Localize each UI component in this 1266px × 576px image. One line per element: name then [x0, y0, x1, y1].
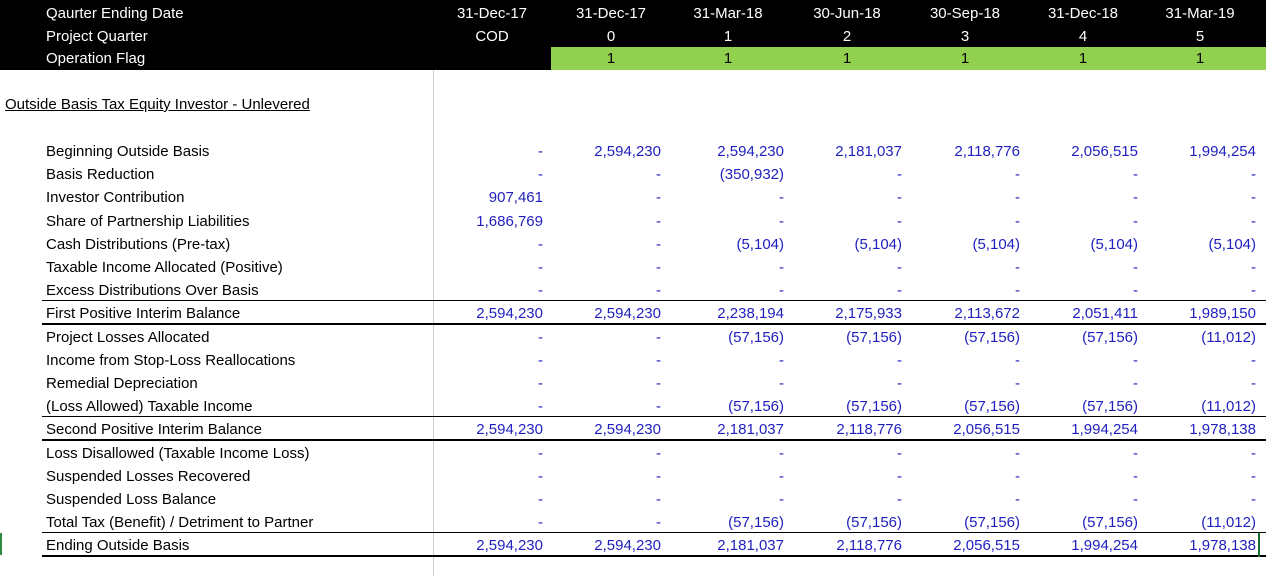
value-cell[interactable]: -	[656, 189, 661, 207]
value-cell[interactable]: (350,932)	[719, 166, 784, 184]
header-cell[interactable]: 31-Dec-17	[575, 5, 647, 22]
value-cell[interactable]: -	[1015, 212, 1020, 230]
value-cell[interactable]: -	[538, 375, 543, 392]
value-cell[interactable]: (5,104)	[736, 235, 784, 253]
value-cell[interactable]: (57,156)	[846, 514, 902, 532]
value-cell[interactable]: 2,056,515	[953, 421, 1020, 439]
value-cell[interactable]: 2,594,230	[717, 143, 784, 160]
value-cell[interactable]: -	[779, 351, 784, 369]
value-cell[interactable]: -	[1133, 444, 1138, 462]
header-cell[interactable]: 0	[606, 28, 616, 45]
cell-selection-edge	[1258, 533, 1260, 557]
row-label[interactable]: (Loss Allowed) Taxable Income	[46, 398, 253, 416]
value-cell[interactable]: 2,594,230	[476, 305, 543, 323]
row-label[interactable]: Loss Disallowed (Taxable Income Loss)	[46, 444, 310, 462]
value-cell[interactable]: -	[1133, 259, 1138, 276]
value-cell[interactable]: -	[538, 491, 543, 508]
row-selection-marker	[0, 533, 2, 555]
value-cell[interactable]: 2,056,515	[1071, 143, 1138, 160]
section-title[interactable]: Outside Basis Tax Equity Investor - Unlevered	[5, 96, 310, 113]
value-cell[interactable]: 1,994,254	[1189, 143, 1256, 160]
value-cell[interactable]: -	[1015, 491, 1020, 508]
value-cell[interactable]: -	[656, 212, 661, 230]
value-cell[interactable]: -	[779, 467, 784, 485]
table-row	[0, 186, 1266, 209]
value-cell[interactable]: -	[538, 143, 543, 160]
value-cell[interactable]: (57,156)	[728, 398, 784, 416]
value-cell[interactable]: 2,118,776	[836, 421, 902, 439]
header-cell[interactable]: 1	[723, 28, 733, 45]
header-cell[interactable]: 31-Mar-18	[693, 5, 763, 22]
value-cell[interactable]: -	[538, 467, 543, 485]
value-cell[interactable]: 2,118,776	[954, 143, 1020, 160]
flag-cell[interactable]: 1	[960, 50, 970, 67]
header-label[interactable]: Operation Flag	[46, 50, 146, 67]
value-cell[interactable]: (57,156)	[846, 328, 902, 346]
value-cell[interactable]: -	[656, 351, 661, 369]
table-row	[0, 302, 1266, 325]
value-cell[interactable]: -	[1251, 351, 1256, 369]
value-cell[interactable]: -	[1251, 212, 1256, 230]
value-cell[interactable]: -	[656, 166, 661, 184]
value-cell[interactable]: 1,989,150	[1189, 305, 1256, 323]
table-row	[0, 326, 1266, 349]
header-cell[interactable]: 31-Dec-18	[1047, 5, 1119, 22]
value-cell[interactable]: -	[779, 259, 784, 276]
value-cell[interactable]: 1,978,138	[1189, 421, 1256, 439]
value-cell[interactable]: -	[538, 444, 543, 462]
value-cell[interactable]: -	[1015, 444, 1020, 462]
value-cell[interactable]: (57,156)	[1082, 514, 1138, 532]
table-row	[0, 534, 1266, 557]
header-cell[interactable]: 4	[1078, 28, 1088, 45]
value-cell[interactable]: -	[1133, 375, 1138, 392]
header-label[interactable]: Project Quarter	[46, 28, 148, 45]
value-cell[interactable]: 2,181,037	[835, 143, 902, 160]
value-cell[interactable]: -	[1015, 166, 1020, 184]
value-cell[interactable]: (57,156)	[964, 514, 1020, 532]
row-label[interactable]: Suspended Loss Balance	[46, 491, 217, 508]
value-cell[interactable]: -	[897, 351, 902, 369]
value-cell[interactable]: -	[1133, 282, 1138, 300]
operation-flag-band	[551, 47, 1266, 70]
flag-cell[interactable]: 1	[723, 50, 733, 67]
table-row	[0, 488, 1266, 511]
row-border	[42, 439, 1266, 441]
table-row	[0, 372, 1266, 395]
value-cell[interactable]: (57,156)	[846, 398, 902, 416]
value-cell[interactable]: -	[1251, 491, 1256, 508]
row-border	[42, 532, 1266, 533]
value-cell[interactable]: -	[1251, 444, 1256, 462]
value-cell[interactable]: 2,594,230	[594, 421, 661, 439]
value-cell[interactable]: -	[1015, 375, 1020, 392]
value-cell[interactable]: (57,156)	[964, 328, 1020, 346]
row-label[interactable]: Income from Stop-Loss Reallocations	[46, 351, 296, 369]
value-cell[interactable]: 2,118,776	[836, 537, 902, 555]
value-cell[interactable]: -	[897, 212, 902, 230]
value-cell[interactable]: 2,175,933	[835, 305, 902, 323]
flag-cell[interactable]: 1	[842, 50, 852, 67]
value-cell[interactable]: -	[1133, 166, 1138, 184]
header-label[interactable]: Qaurter Ending Date	[46, 5, 184, 22]
header-cell[interactable]: 5	[1195, 28, 1205, 45]
value-cell[interactable]: -	[1133, 212, 1138, 230]
value-cell[interactable]: -	[538, 235, 543, 253]
value-cell[interactable]: -	[779, 444, 784, 462]
value-cell[interactable]: 907,461	[488, 189, 543, 207]
row-label[interactable]: Basis Reduction	[46, 166, 155, 184]
table-row	[0, 349, 1266, 372]
value-cell[interactable]: -	[1015, 282, 1020, 300]
value-cell[interactable]: -	[779, 491, 784, 508]
value-cell[interactable]: -	[779, 282, 784, 300]
value-cell[interactable]: -	[656, 491, 661, 508]
value-cell[interactable]: -	[1015, 189, 1020, 207]
value-cell[interactable]: (57,156)	[1082, 328, 1138, 346]
value-cell[interactable]: -	[656, 444, 661, 462]
table-row	[0, 279, 1266, 302]
row-label[interactable]: First Positive Interim Balance	[46, 305, 241, 323]
flag-cell[interactable]: 1	[1195, 50, 1205, 67]
value-cell[interactable]: -	[897, 467, 902, 485]
value-cell[interactable]: -	[1015, 259, 1020, 276]
row-label[interactable]: Cash Distributions (Pre-tax)	[46, 235, 231, 253]
value-cell[interactable]: -	[1015, 467, 1020, 485]
table-row	[0, 511, 1266, 534]
header-cell[interactable]: 30-Sep-18	[929, 5, 1001, 22]
value-cell[interactable]: (57,156)	[728, 328, 784, 346]
table-row	[0, 163, 1266, 186]
value-cell[interactable]: -	[656, 259, 661, 276]
value-cell[interactable]: (57,156)	[728, 514, 784, 532]
value-cell[interactable]: -	[1251, 166, 1256, 184]
value-cell[interactable]: 2,238,194	[717, 305, 784, 323]
value-cell[interactable]: -	[1015, 351, 1020, 369]
value-cell[interactable]: -	[779, 212, 784, 230]
table-row	[0, 465, 1266, 488]
value-cell[interactable]: -	[1133, 351, 1138, 369]
value-cell[interactable]: -	[897, 259, 902, 276]
value-cell[interactable]: (11,012)	[1201, 328, 1256, 346]
value-cell[interactable]: (5,104)	[1090, 235, 1138, 253]
value-cell[interactable]: -	[1251, 375, 1256, 392]
table-row	[0, 140, 1266, 163]
value-cell[interactable]: -	[1133, 491, 1138, 508]
value-cell[interactable]: 1,994,254	[1071, 421, 1138, 439]
flag-cell[interactable]: 1	[1078, 50, 1088, 67]
value-cell[interactable]: 2,594,230	[594, 537, 661, 555]
value-cell[interactable]: -	[897, 282, 902, 300]
row-label[interactable]: Beginning Outside Basis	[46, 143, 210, 160]
header-cell[interactable]: COD	[475, 28, 509, 45]
flag-cell[interactable]: 1	[606, 50, 616, 67]
row-label[interactable]: Investor Contribution	[46, 189, 185, 207]
value-cell[interactable]: -	[656, 328, 661, 346]
header-cell[interactable]: 30-Jun-18	[813, 5, 881, 22]
value-cell[interactable]: -	[897, 166, 902, 184]
header-cell[interactable]: 31-Mar-19	[1165, 5, 1235, 22]
table-row	[0, 256, 1266, 279]
value-cell[interactable]: (11,012)	[1201, 514, 1256, 532]
value-cell[interactable]: -	[538, 398, 543, 416]
value-cell[interactable]: -	[1251, 259, 1256, 276]
value-cell[interactable]: -	[656, 514, 661, 532]
row-label[interactable]: Remedial Depreciation	[46, 375, 198, 392]
value-cell[interactable]: -	[538, 514, 543, 532]
value-cell[interactable]: 2,051,411	[1072, 305, 1138, 323]
row-label[interactable]: Excess Distributions Over Basis	[46, 282, 259, 300]
value-cell[interactable]: -	[1251, 189, 1256, 207]
header-row-quarter-ending-date	[0, 2, 1266, 25]
row-label[interactable]: Ending Outside Basis	[46, 537, 190, 555]
value-cell[interactable]: (57,156)	[1082, 398, 1138, 416]
row-label[interactable]: Total Tax (Benefit) / Detriment to Partner	[46, 514, 314, 532]
value-cell[interactable]: 2,594,230	[594, 143, 661, 160]
header-cell[interactable]: 2	[842, 28, 852, 45]
table-row	[0, 418, 1266, 441]
value-cell[interactable]: (11,012)	[1201, 398, 1256, 416]
row-label[interactable]: Second Positive Interim Balance	[46, 421, 262, 439]
value-cell[interactable]: -	[538, 351, 543, 369]
value-cell[interactable]: -	[538, 282, 543, 300]
value-cell[interactable]: -	[779, 375, 784, 392]
value-cell[interactable]: -	[897, 444, 902, 462]
table-row	[0, 233, 1266, 256]
value-cell[interactable]: 2,056,515	[953, 537, 1020, 555]
value-cell[interactable]: -	[656, 398, 661, 416]
table-row	[0, 210, 1266, 233]
row-label[interactable]: Suspended Losses Recovered	[46, 467, 251, 485]
table-row	[0, 395, 1266, 418]
value-cell[interactable]: 2,594,230	[476, 537, 543, 555]
value-cell[interactable]: -	[656, 235, 661, 253]
value-cell[interactable]: 2,594,230	[594, 305, 661, 323]
row-label[interactable]: Project Losses Allocated	[46, 328, 210, 346]
row-border	[42, 300, 1266, 301]
value-cell[interactable]: -	[656, 467, 661, 485]
value-cell[interactable]: 2,181,037	[717, 537, 784, 555]
value-cell[interactable]: (5,104)	[1208, 235, 1256, 253]
value-cell[interactable]: -	[656, 375, 661, 392]
row-border	[42, 555, 1266, 557]
value-cell[interactable]: -	[1251, 467, 1256, 485]
value-cell[interactable]: -	[1251, 282, 1256, 300]
row-border	[42, 323, 1266, 325]
value-cell[interactable]: -	[897, 375, 902, 392]
header-cell[interactable]: 31-Dec-17	[456, 5, 528, 22]
value-cell[interactable]: (57,156)	[964, 398, 1020, 416]
value-cell[interactable]: -	[538, 166, 543, 184]
table-row	[0, 442, 1266, 465]
row-label[interactable]: Taxable Income Allocated (Positive)	[46, 259, 283, 276]
value-cell[interactable]: -	[779, 189, 784, 207]
value-cell[interactable]: -	[1133, 467, 1138, 485]
value-cell[interactable]: (5,104)	[854, 235, 902, 253]
value-cell[interactable]: 1,978,138	[1189, 537, 1256, 555]
value-cell[interactable]: 1,994,254	[1071, 537, 1138, 555]
value-cell[interactable]: -	[1133, 189, 1138, 207]
value-cell[interactable]: -	[538, 328, 543, 346]
value-cell[interactable]: -	[538, 259, 543, 276]
value-cell[interactable]: 1,686,769	[476, 212, 543, 230]
value-cell[interactable]: -	[897, 189, 902, 207]
value-cell[interactable]: 2,181,037	[717, 421, 784, 439]
header-row-project-quarter	[0, 25, 1266, 48]
row-label[interactable]: Share of Partnership Liabilities	[46, 212, 250, 230]
value-cell[interactable]: -	[897, 491, 902, 508]
value-cell[interactable]: (5,104)	[972, 235, 1020, 253]
row-border	[42, 416, 1266, 417]
value-cell[interactable]: 2,594,230	[476, 421, 543, 439]
value-cell[interactable]: -	[656, 282, 661, 300]
header-cell[interactable]: 3	[960, 28, 970, 45]
value-cell[interactable]: 2,113,672	[954, 305, 1020, 323]
